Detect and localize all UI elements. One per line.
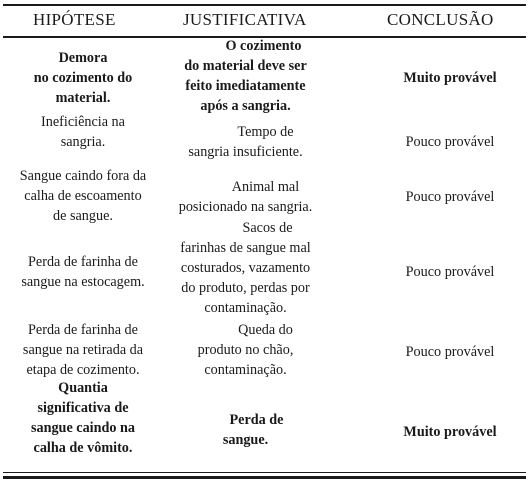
header-justificativa: JUSTIFICATIVA (183, 10, 307, 29)
text-line: sangria. (60, 134, 106, 150)
text-line: significativa de (37, 400, 129, 416)
row2-hipotese (3, 166, 163, 226)
text-line: sangue na retirada da (22, 342, 144, 358)
row2-conclusao: Pouco provável (405, 189, 495, 205)
text-line: sangria insuficiente. (188, 144, 303, 160)
row3-justificativa (163, 218, 328, 318)
row1-conclusao-a: Muito provável (403, 70, 497, 86)
row1-justificativa-a (163, 36, 328, 116)
text-line: farinhas de sangue mal (180, 240, 311, 256)
text-line: etapa de cozimento. (26, 362, 140, 378)
text-line: posicionado na sangria. (178, 199, 313, 215)
text-line: Ineficiência na (41, 114, 125, 130)
text-line: Perda de (229, 412, 284, 428)
text-line: feito imediatamente (185, 78, 306, 94)
text-line: sangue na estocagem. (21, 274, 145, 290)
top-rule (3, 4, 526, 6)
bottom-rule-thin (3, 472, 526, 473)
text-line: Perda de farinha de (28, 254, 138, 270)
row1-hipotese-b (3, 112, 163, 152)
text-line: Animal mal (231, 179, 300, 195)
text-line: Tempo de (237, 124, 294, 140)
text-line: sangue caindo na (30, 420, 136, 436)
text-line: contaminação. (204, 300, 287, 316)
text-line: calha de vômito. (33, 440, 133, 456)
text-line: costurados, vazamento (180, 260, 311, 276)
text-line: Demora (58, 50, 108, 66)
header-hipotese: HIPÓTESE (33, 10, 116, 29)
text-line: O cozimento (225, 38, 302, 54)
text-line: Sangue caindo fora da (19, 168, 147, 184)
row3-conclusao: Pouco provável (405, 264, 495, 280)
text-line: produto no chão, (197, 342, 294, 358)
row1-conclusao-b: Pouco provável (405, 134, 495, 150)
text-line: após a sangria. (200, 98, 291, 114)
row5-hipotese (3, 378, 163, 458)
row4-conclusao: Pouco provável (405, 344, 495, 360)
row4-hipotese (3, 320, 163, 380)
text-line: contaminação. (204, 362, 287, 378)
row2-justificativa (163, 177, 328, 217)
text-line: de sangue. (53, 208, 113, 224)
bottom-rule-thick (3, 476, 526, 479)
text-line: material. (55, 90, 111, 106)
text-line: do material deve ser (184, 58, 307, 74)
text-line: no cozimento do (33, 70, 133, 86)
row1-justificativa-b (163, 122, 328, 162)
row1-hipotese-a (3, 48, 163, 108)
text-line: Quantia (58, 380, 108, 396)
row5-justificativa (163, 410, 328, 450)
text-line: do produto, perdas por (181, 280, 310, 296)
row3-hipotese (3, 252, 163, 292)
row5-conclusao: Muito provável (403, 424, 497, 440)
text-line: Sacos de (242, 220, 293, 236)
text-line: Queda do (238, 322, 293, 338)
text-line: calha de escoamento (24, 188, 142, 204)
header-conclusao: CONCLUSÃO (387, 10, 494, 29)
text-line: sangue. (222, 432, 269, 448)
text-line: Perda de farinha de (28, 322, 138, 338)
row4-justificativa (163, 320, 328, 380)
